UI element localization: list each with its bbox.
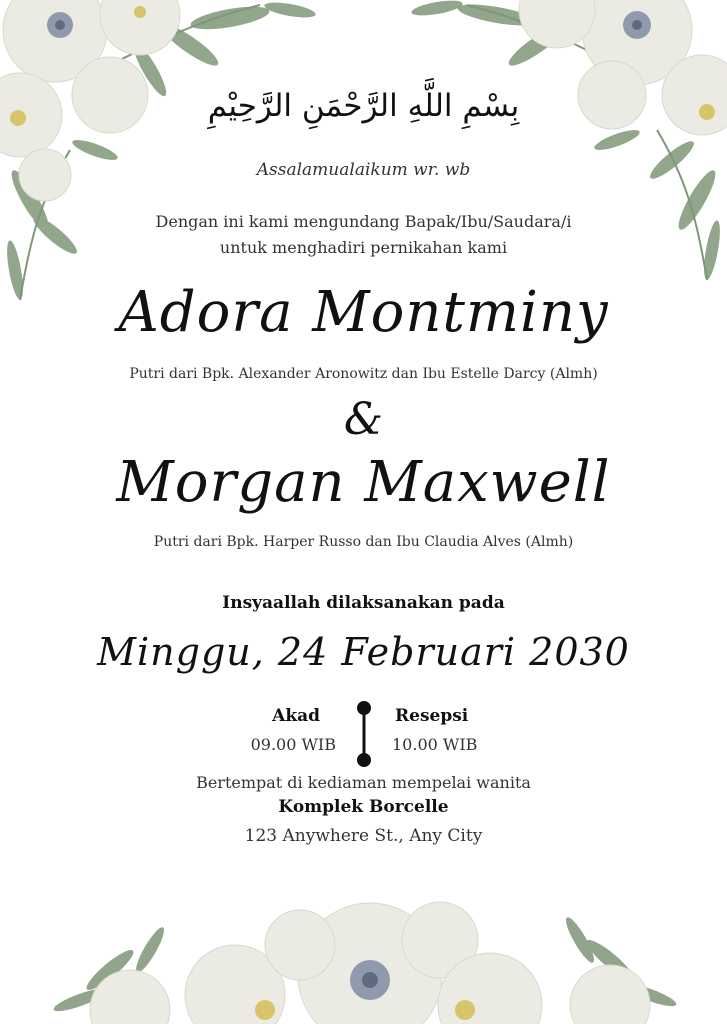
timeline-divider-icon <box>354 700 374 768</box>
schedule-intro: Insyaallah dilaksanakan pada <box>222 593 505 613</box>
floral-bottom-decoration <box>50 880 677 1024</box>
ampersand: & <box>343 394 384 445</box>
invitation-line-1: Dengan ini kami mengundang Bapak/Ibu/Saudara/i <box>155 212 572 231</box>
invitation-line-2: untuk menghadiri pernikahan kami <box>219 238 508 257</box>
venue-note: Bertempat di kediaman mempelai wanita <box>196 773 531 792</box>
akad-label: Akad <box>272 706 320 726</box>
venue-address: 123 Anywhere St., Any City <box>244 826 483 846</box>
event-date: Minggu, 24 Februari 2030 <box>97 630 630 674</box>
akad-time: 09.00 WIB <box>250 735 336 754</box>
groom-name: Morgan Maxwell <box>116 450 611 515</box>
basmala-text: بِسْمِ اللَّهِ الرَّحْمَنِ الرَّحِيْمِ <box>207 88 520 124</box>
resepsi-label: Resepsi <box>395 706 469 726</box>
resepsi-time: 10.00 WIB <box>392 735 478 754</box>
greeting-text: Assalamualaikum wr. wb <box>256 160 471 180</box>
bride-name: Adora Montminy <box>118 280 609 345</box>
groom-parents: Putri dari Bpk. Harper Russo dan Ibu Claudia Alves (Almh) <box>153 534 574 550</box>
venue-name: Komplek Borcelle <box>278 797 449 817</box>
bride-parents: Putri dari Bpk. Alexander Aronowitz dan Ibu Estelle Darcy (Almh) <box>129 366 598 382</box>
